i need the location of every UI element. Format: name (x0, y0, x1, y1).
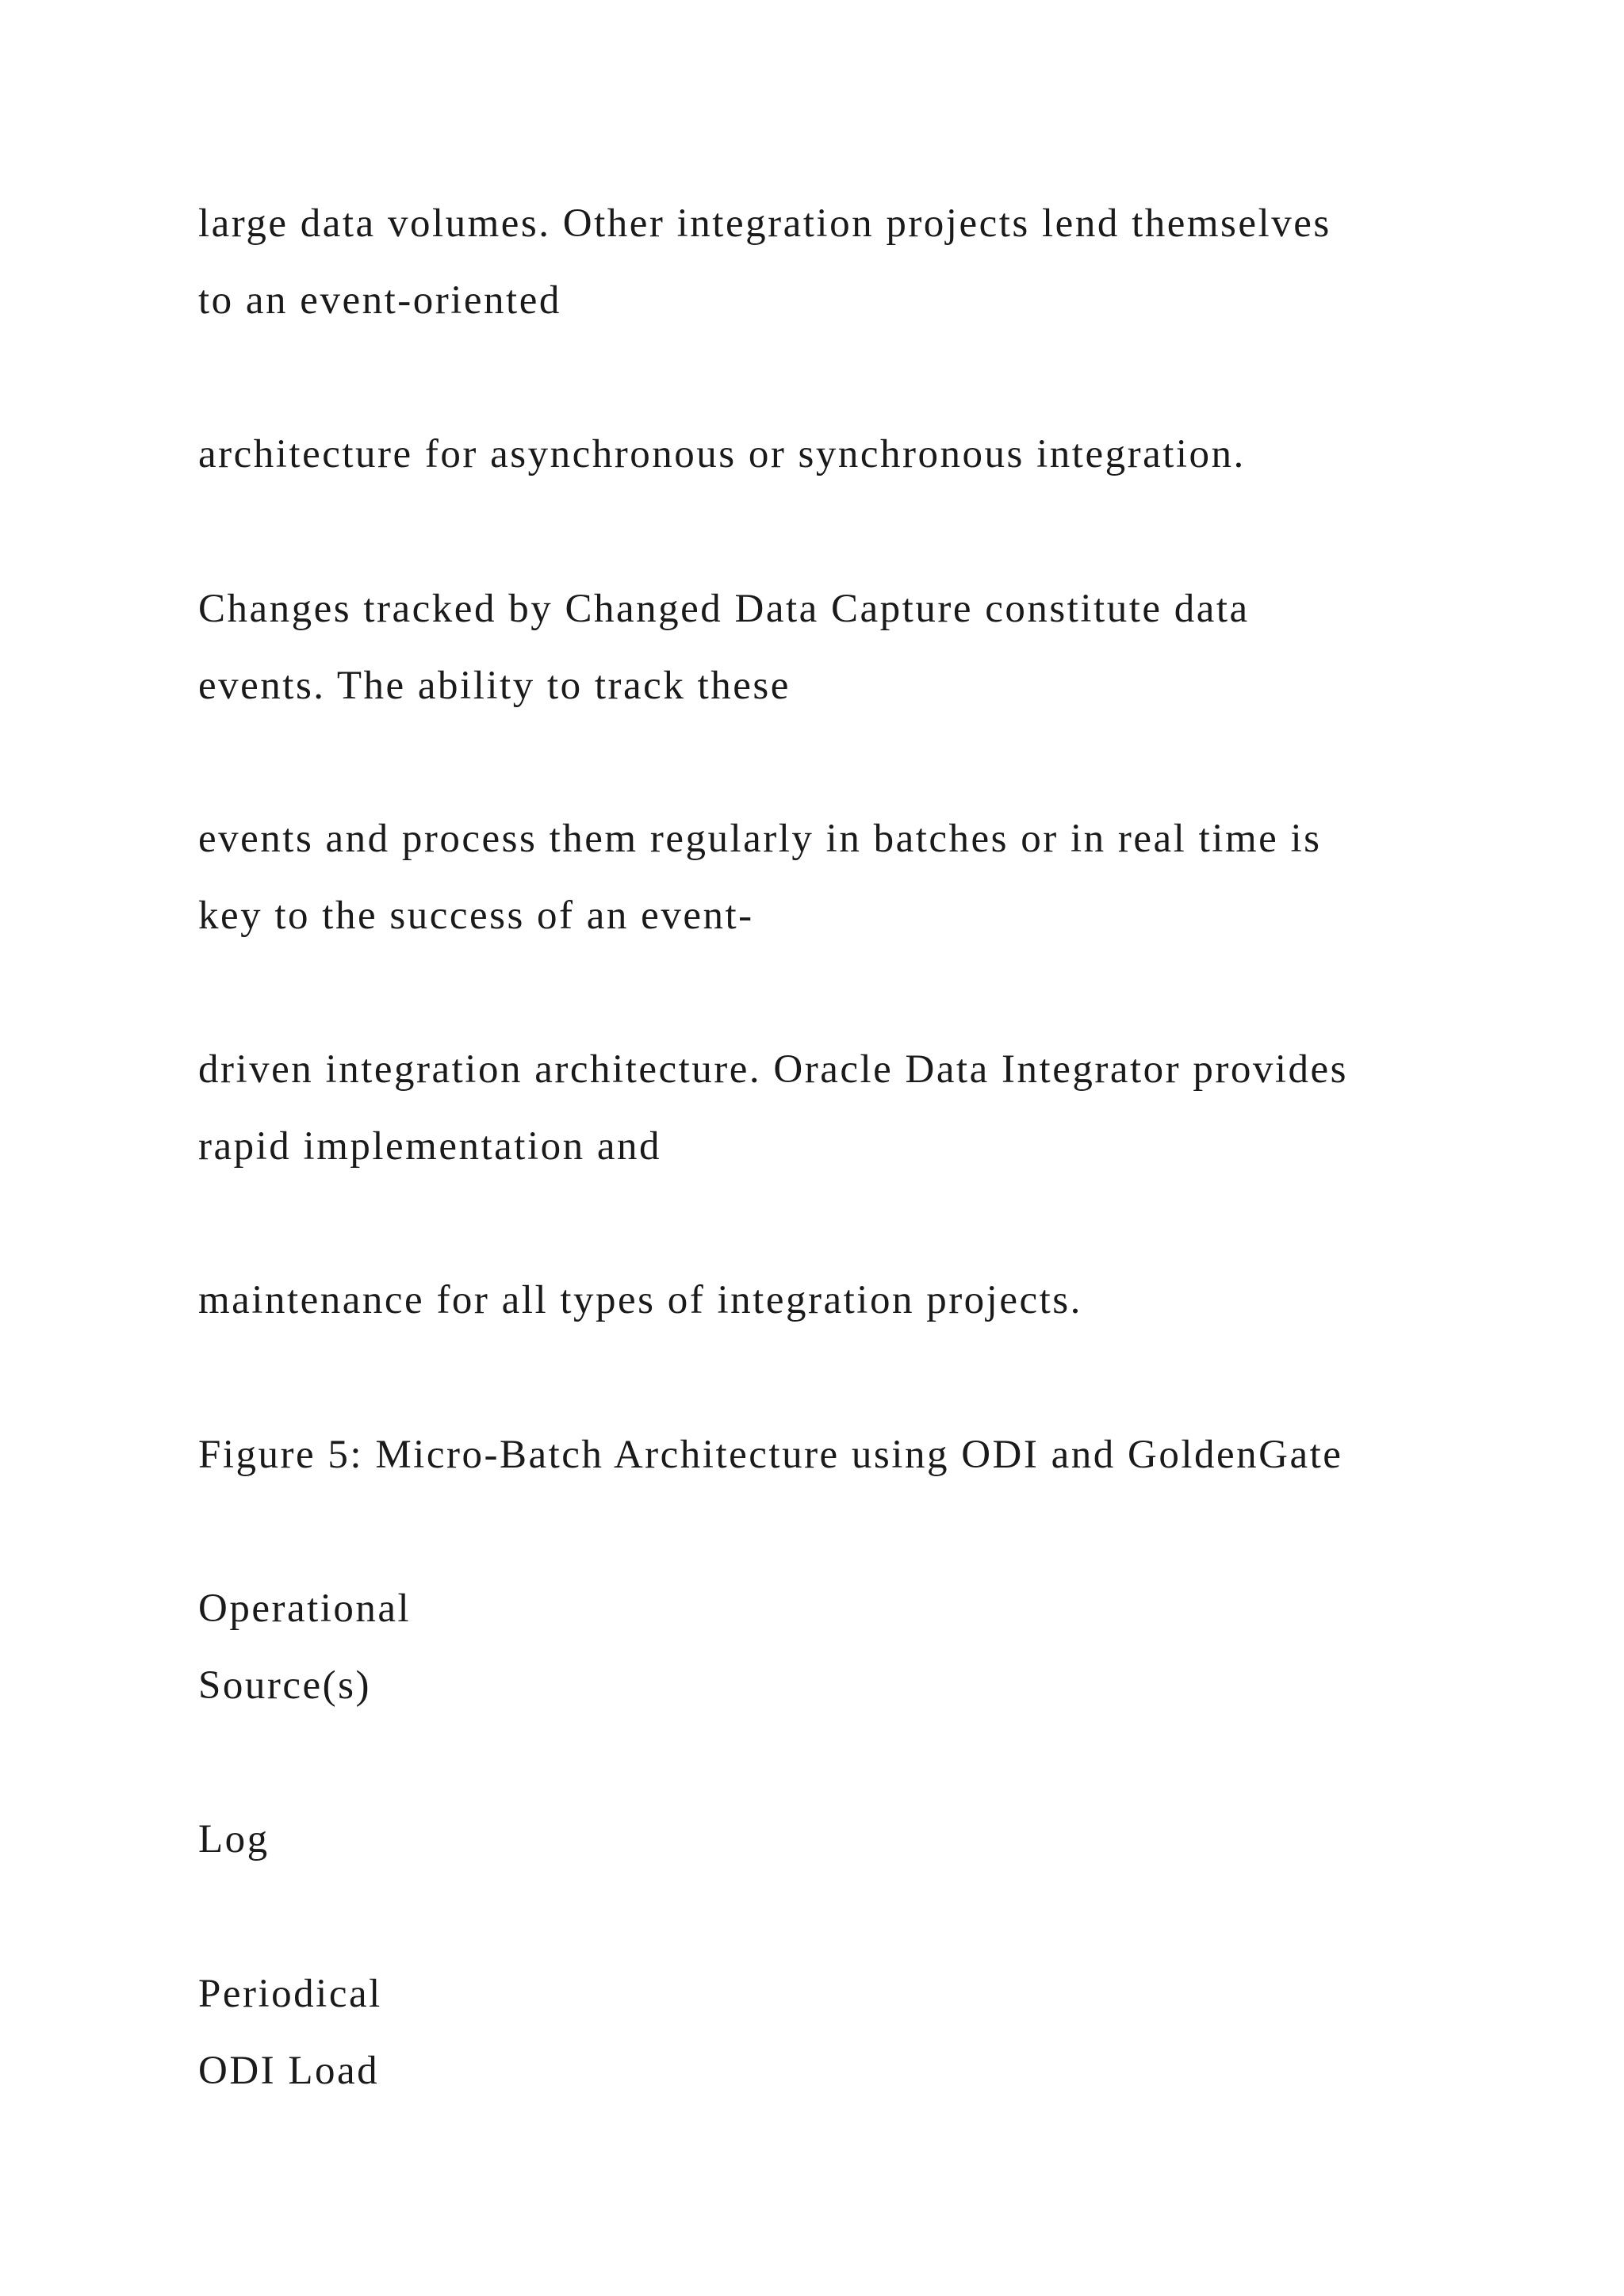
text-line: ODI Load (198, 2049, 380, 2093)
text-line: to an event-oriented (198, 278, 561, 323)
text-line: large data volumes. Other integration projects lend themselves (198, 201, 1331, 246)
paragraph-architecture (198, 416, 1546, 493)
paragraph-driven-integration (198, 1031, 1546, 1185)
text-line: rapid implementation and (198, 1124, 662, 1169)
paragraph-changes-tracked (198, 571, 1546, 725)
text-line: events. The ability to track these (198, 664, 791, 708)
text-line: maintenance for all types of integration projects. (198, 1278, 1082, 1322)
text-line: driven integration architecture. Oracle Data Integrator provides (198, 1047, 1348, 1092)
figure-label-log (198, 1801, 1546, 1878)
text-line: Figure 5: Micro-Batch Architecture using ODI and GoldenGate (198, 1433, 1343, 1477)
figure-label-periodical-odi-load (198, 1956, 1546, 2110)
paragraph-events-process (198, 801, 1546, 955)
paragraph-maintenance (198, 1262, 1546, 1339)
text-line: Source(s) (198, 1663, 371, 1708)
figure-label-operational-sources (198, 1571, 1546, 1724)
text-line: Operational (198, 1586, 412, 1631)
text-line: Changes tracked by Changed Data Capture constitute data (198, 587, 1250, 631)
text-line: Periodical (198, 1972, 382, 2016)
text-line: events and process them regularly in batches or in real time is (198, 817, 1322, 861)
text-line: architecture for asynchronous or synchronous integration. (198, 432, 1246, 476)
text-line: Log (198, 1817, 270, 1862)
paragraph-large-data-volumes (198, 186, 1546, 339)
figure-caption (198, 1417, 1546, 1494)
text-line: key to the success of an event- (198, 894, 754, 938)
